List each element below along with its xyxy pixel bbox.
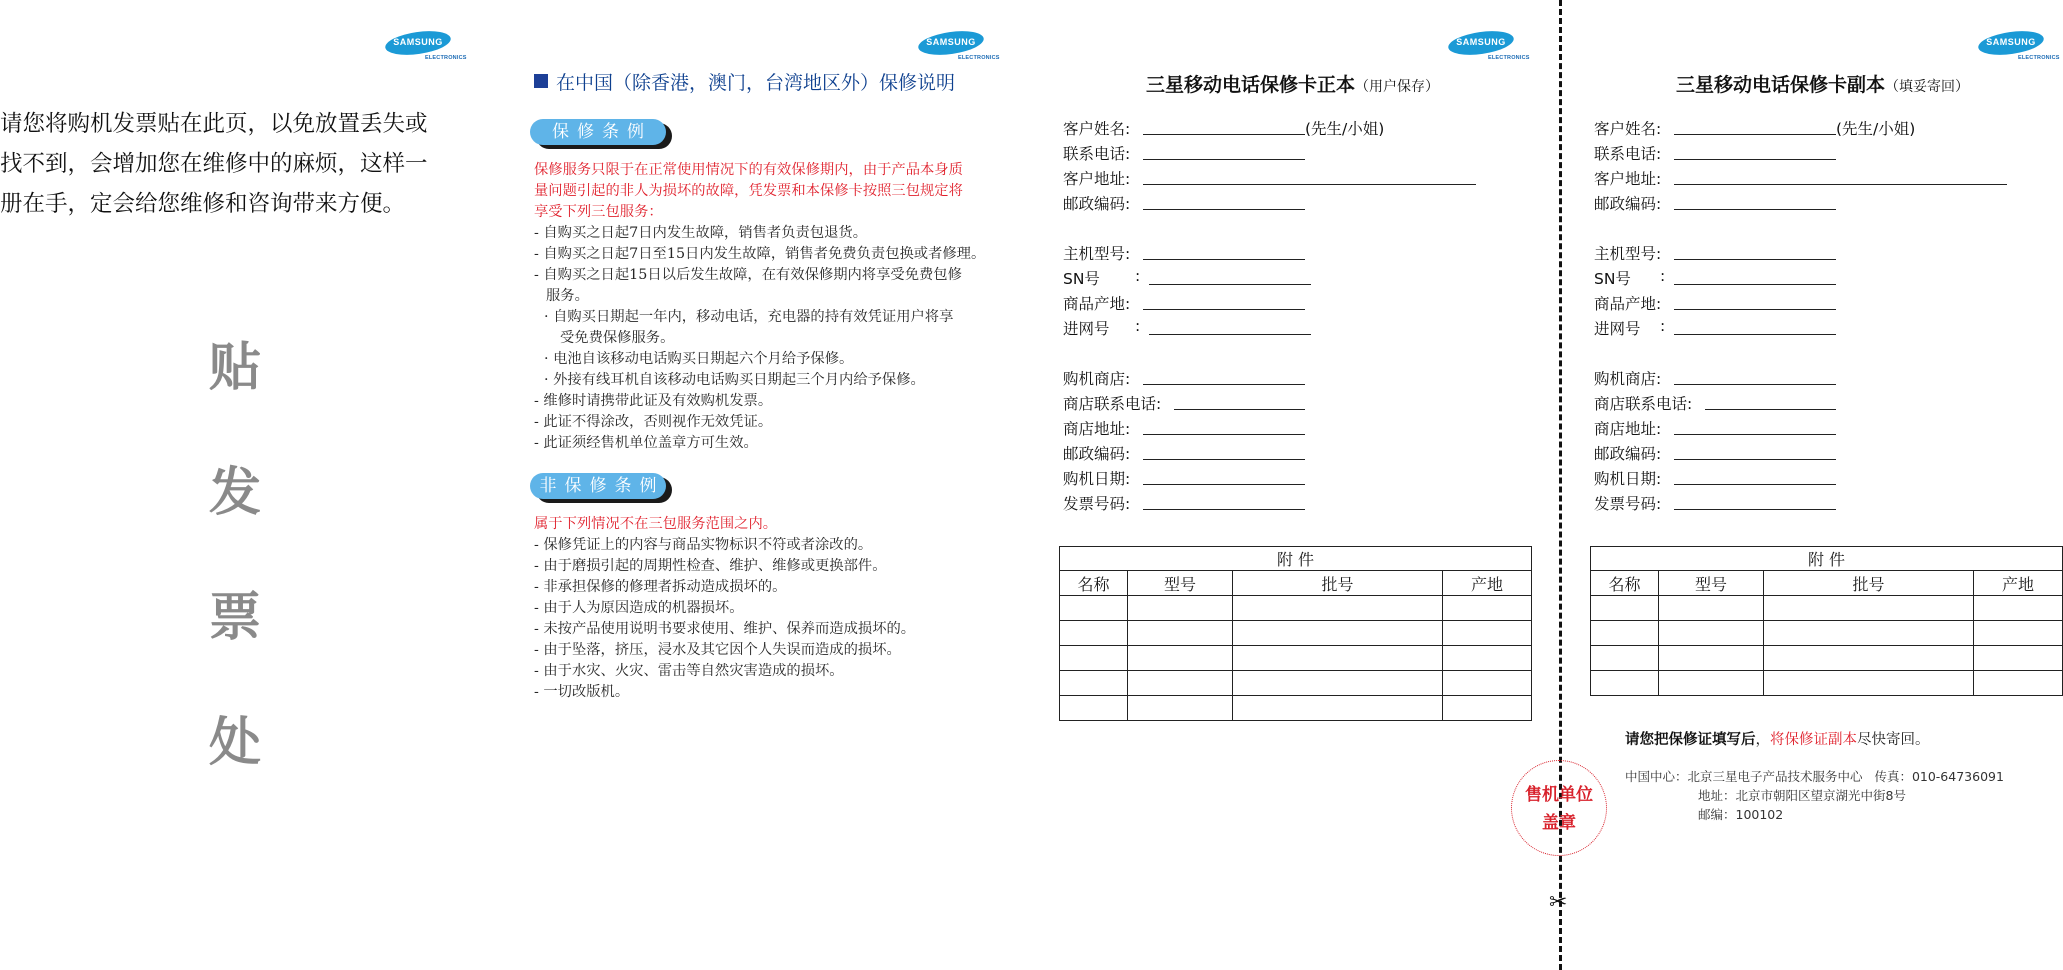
field-label: 客户姓名: (1594, 120, 1662, 138)
field-label: 主机型号: (1594, 245, 1662, 263)
paste-char: 票 (208, 588, 261, 648)
field-label: SN号 (1594, 270, 1631, 288)
service-zip: 邮编：100102 (1698, 807, 1784, 822)
store-address-field[interactable] (1143, 434, 1305, 435)
field-label: 发票号码: (1063, 495, 1131, 513)
field-label: 客户地址: (1594, 170, 1662, 188)
paste-char: 贴 (208, 338, 261, 398)
field-label: 商店联系电话: (1063, 395, 1162, 413)
customer-name-field[interactable] (1143, 134, 1305, 135)
phone-field[interactable] (1674, 159, 1836, 160)
origin-field[interactable] (1674, 309, 1836, 310)
list-item: 受免费保修服务。 (560, 330, 675, 346)
field-label: 商品产地: (1063, 295, 1131, 313)
list-item: - 由于磨损引起的周期性检查、维护、维修或更换部件。 (534, 558, 887, 574)
model-field[interactable] (1674, 259, 1836, 260)
field-label: : (1135, 267, 1141, 285)
invoice-no-field[interactable] (1674, 509, 1836, 510)
invoice-paste-panel (0, 0, 520, 970)
table-row[interactable] (1591, 671, 2063, 696)
warranty-card-copy (1580, 0, 2063, 970)
service-address: 地址：北京市朝阳区望京湖光中街8号 (1698, 788, 1906, 803)
field-label: 客户地址: (1063, 170, 1131, 188)
warranty-policy-panel (530, 0, 1030, 970)
card-title: 三星移动电话保修卡副本（填妥寄回） (1676, 74, 1970, 96)
field-label: 邮政编码: (1594, 195, 1662, 213)
field-label: 商店联系电话: (1594, 395, 1693, 413)
postcode-field[interactable] (1143, 209, 1305, 210)
list-item: · 自购买日期起一年内，移动电话，充电器的持有效凭证用户将享 (544, 309, 954, 325)
square-bullet-icon (534, 74, 548, 88)
seller-stamp: 售机单位 盖章 (1511, 760, 1607, 856)
policy-heading: 在中国（除香港，澳门，台湾地区外）保修说明 (534, 68, 955, 95)
table-row[interactable] (1060, 671, 1532, 696)
field-label: 购机商店: (1594, 370, 1662, 388)
column-header: 型号 (1128, 571, 1233, 596)
table-row[interactable] (1060, 646, 1532, 671)
list-item: - 自购买之日起7日内发生故障，销售者负责包退货。 (534, 225, 868, 241)
store-phone-field[interactable] (1705, 409, 1836, 410)
invoice-no-field[interactable] (1143, 509, 1305, 510)
field-label: (先生/小姐) (1305, 120, 1385, 138)
column-header: 名称 (1591, 571, 1659, 596)
store-field[interactable] (1674, 384, 1836, 385)
address-field[interactable] (1143, 184, 1476, 185)
list-item: - 自购买之日起7日至15日内发生故障，销售者免费负责包换或者修理。 (534, 246, 986, 262)
attachment-table (1590, 546, 2063, 696)
list-item: - 由于水灾、火灾、雷击等自然灾害造成的损坏。 (534, 663, 844, 679)
warranty-card-original (1050, 0, 1555, 970)
invoice-intro-text: 请您将购机发票贴在此页，以免放置丢失或 找不到，会增加您在维修中的麻烦，这样一 册在手，定会给您维修和咨询带来方便。 (0, 111, 428, 217)
sn-field[interactable] (1674, 284, 1836, 285)
column-header: 名称 (1060, 571, 1128, 596)
origin-field[interactable] (1143, 309, 1305, 310)
table-row[interactable] (1060, 621, 1532, 646)
field-label: 进网号 (1594, 320, 1641, 338)
model-field[interactable] (1143, 259, 1305, 260)
column-header: 批号 (1764, 571, 1974, 596)
list-item: - 一切改版机。 (534, 684, 630, 700)
mail-notice: 请您把保修证填写后，将保修证副本尽快寄回。 (1625, 732, 1930, 748)
attachment-title: 附 件 (1060, 547, 1532, 571)
table-row[interactable] (1591, 621, 2063, 646)
warranty-pill: 保修条例 (530, 119, 672, 147)
attachment-table (1059, 546, 1532, 721)
samsung-logo: SAMSUNG ELECTRONICS (1448, 32, 1532, 66)
paste-char: 处 (208, 713, 261, 773)
table-row[interactable] (1060, 596, 1532, 621)
field-label: 购机日期: (1063, 470, 1131, 488)
field-label: : (1135, 317, 1141, 335)
field-label: 联系电话: (1063, 145, 1131, 163)
list-item: - 非承担保修的修理者拆动造成损坏的。 (534, 579, 787, 595)
column-header: 产地 (1974, 571, 2063, 596)
non-warranty-terms: 属于下列情况不在三包服务范围之内。 - 保修凭证上的内容与商品实物标识不符或者涂改的。 - 由于磨损引起的周期性检查、维护、维修或更换部件。 - 非承担保修的修理者拆动造成损坏的。 - 由于人为原因造成的机器损坏。 - 未按产品使用说明书要求使用、维护、保养而造成损坏的。 - 由于坠落，挤压，浸水及其它因个人失误而造成的损坏。 - 由于水灾、火灾、雷击等自然灾害造成的损坏。 - 一切改版机。 (534, 514, 1014, 703)
service-center: 中国中心：北京三星电子产品技术服务中心 传真：010-64736091 (1625, 769, 2004, 784)
purchase-date-field[interactable] (1143, 484, 1305, 485)
address-field[interactable] (1674, 184, 2007, 185)
field-label: 发票号码: (1594, 495, 1662, 513)
field-label: 商店地址: (1063, 420, 1131, 438)
field-label: 邮政编码: (1063, 195, 1131, 213)
field-label: 邮政编码: (1063, 445, 1131, 463)
store-phone-field[interactable] (1174, 409, 1305, 410)
warranty-terms: 保修服务只限于在正常使用情况下的有效保修期内，由于产品本身质 量问题引起的非人为损坏的故障，凭发票和本保修卡按照三包规定将 享受下列三包服务： - 自购买之日起7日内发生故障，销售者负责包退货。 - 自购买之日起7日至15日内发生故障，销售者免费负责包换或者修理。 - 自购买之日起15日以后发生故障，在有效保修期内将享受免费包修 服务。 · 自购买日期起一年内，移动电话，充电器的持有效凭证用户将享 受免费保修服务。 · 电池自该移动电话购买日期起六个月给予保修。 · 外接有线耳机自该移动电话购买日期起三个月内给予保修。 - 维修时请携带此证及有效购机发票。 - 此证不得涂改，否则视作无效凭证。 - 此证须经售机单位盖章方可生效。 (534, 160, 1014, 454)
list-item: - 保修凭证上的内容与商品实物标识不符或者涂改的。 (534, 537, 873, 553)
list-item: 服务。 (546, 288, 589, 304)
store-postcode-field[interactable] (1674, 459, 1836, 460)
field-label: : (1660, 317, 1666, 335)
store-postcode-field[interactable] (1143, 459, 1305, 460)
field-label: 商品产地: (1594, 295, 1662, 313)
list-item: - 自购买之日起15日以后发生故障，在有效保修期内将享受免费包修 (534, 267, 962, 283)
list-item: - 由于坠落，挤压，浸水及其它因个人失误而造成的损坏。 (534, 642, 901, 658)
list-item: · 外接有线耳机自该移动电话购买日期起三个月内给予保修。 (544, 372, 925, 388)
table-row[interactable] (1591, 646, 2063, 671)
store-field[interactable] (1143, 384, 1305, 385)
field-label: 主机型号: (1063, 245, 1131, 263)
field-label: (先生/小姐) (1836, 120, 1916, 138)
customer-name-field[interactable] (1674, 134, 1836, 135)
network-field[interactable] (1674, 334, 1836, 335)
paste-char: 发 (208, 463, 261, 523)
field-label: 商店地址: (1594, 420, 1662, 438)
list-item: - 由于人为原因造成的机器损坏。 (534, 600, 744, 616)
column-header: 批号 (1233, 571, 1443, 596)
purchase-date-field[interactable] (1674, 484, 1836, 485)
list-item: - 未按产品使用说明书要求使用、维护、保养而造成损坏的。 (534, 621, 916, 637)
list-item: - 维修时请携带此证及有效购机发票。 (534, 393, 773, 409)
card-title: 三星移动电话保修卡正本（用户保存） (1146, 74, 1440, 96)
list-item: - 此证不得涂改，否则视作无效凭证。 (534, 414, 773, 430)
table-row[interactable] (1591, 596, 2063, 621)
column-header: 产地 (1443, 571, 1532, 596)
field-label: : (1660, 267, 1666, 285)
sn-field[interactable] (1149, 284, 1311, 285)
samsung-logo: SAMSUNG ELECTRONICS (385, 32, 469, 66)
samsung-logo: SAMSUNG ELECTRONICS (1978, 32, 2062, 66)
field-label: 联系电话: (1594, 145, 1662, 163)
postcode-field[interactable] (1674, 209, 1836, 210)
field-label: 客户姓名: (1063, 120, 1131, 138)
scissors-icon: ✂ (1549, 890, 1568, 915)
field-label: 邮政编码: (1594, 445, 1662, 463)
network-field[interactable] (1149, 334, 1311, 335)
list-item: - 此证须经售机单位盖章方可生效。 (534, 435, 758, 451)
column-header: 型号 (1659, 571, 1764, 596)
phone-field[interactable] (1143, 159, 1305, 160)
attachment-title: 附 件 (1591, 547, 2063, 571)
non-warranty-pill: 非保修条例 (530, 473, 672, 501)
list-item: · 电池自该移动电话购买日期起六个月给予保修。 (544, 351, 854, 367)
field-label: SN号 (1063, 270, 1100, 288)
samsung-logo: SAMSUNG ELECTRONICS (918, 32, 1002, 66)
table-row[interactable] (1060, 696, 1532, 721)
field-label: 购机日期: (1594, 470, 1662, 488)
field-label: 购机商店: (1063, 370, 1131, 388)
store-address-field[interactable] (1674, 434, 1836, 435)
field-label: 进网号 (1063, 320, 1110, 338)
